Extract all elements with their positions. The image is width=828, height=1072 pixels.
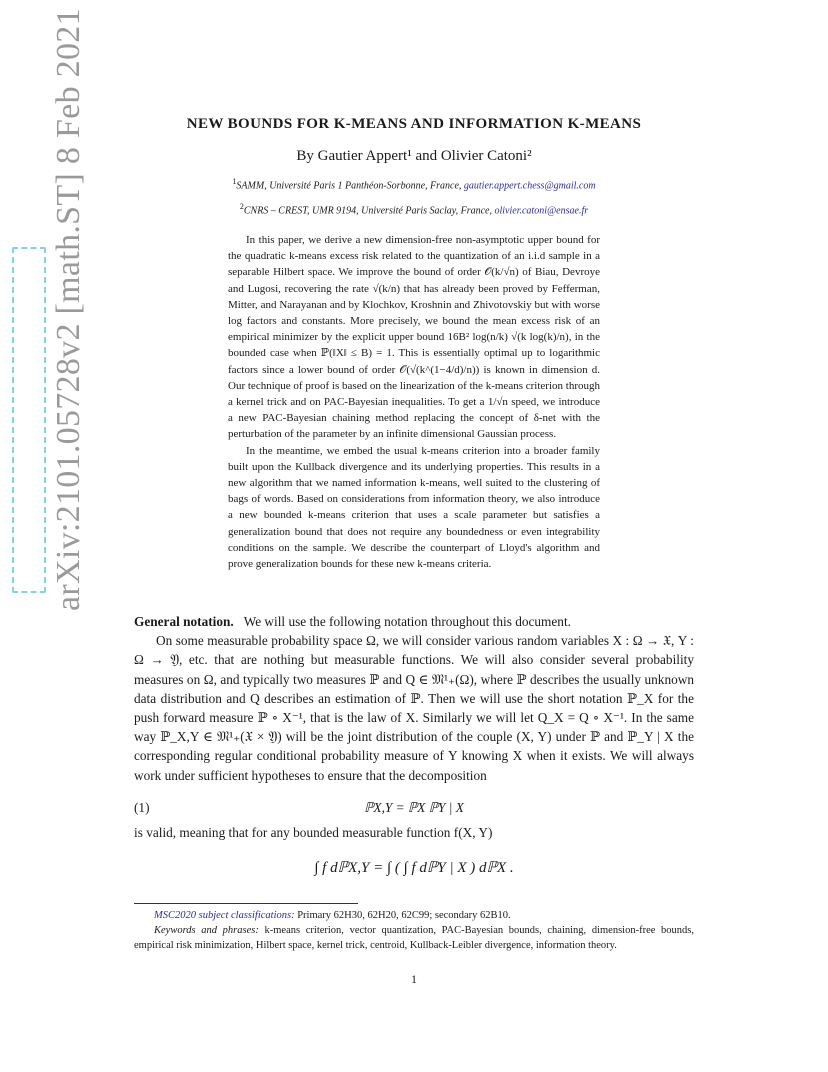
section-intro: We will use the following notation throughout this document. bbox=[243, 614, 571, 629]
equation-2: ∫ f dℙX,Y = ∫ ( ∫ f dℙY | X ) dℙX . bbox=[314, 860, 514, 876]
msc-label[interactable]: MSC2020 subject classifications: bbox=[154, 910, 295, 921]
notation-block bbox=[134, 612, 694, 785]
paper-title: NEW BOUNDS FOR K-MEANS AND INFORMATION K-MEANS bbox=[186, 116, 642, 132]
msc-text: Primary 62H30, 62H20, 62C99; secondary 62B10. bbox=[297, 910, 511, 921]
email-link[interactable]: gautier.appert.chess@gmail.com bbox=[463, 180, 596, 192]
arxiv-id: arXiv:2101.05728v2 [math.ST] 8 Feb 2021 bbox=[50, 8, 87, 611]
affiliation-2 bbox=[100, 202, 728, 216]
abstract-paragraph: In this paper, we derive a new dimension-free non-asymptotic upper bound for the quadratic k-means excess risk related to the quantization of an i.i.d sample in a separable Hilbert space. We improve the bound of order 𝒪(k/√n) of Biau, Devroye and Lugosi, recovering the rate √(k/n) that has already been proved by Fefferman, Mitter, and Narayanan and by Klochkov, Kroshnin and Zhivotovskiy but with worse log factors and constants. More precisely, we bound the mean excess risk of an empirical minimizer by the explicit upper bound 16B² log(n/k) √(k log(k)/n), in the bounded case when ℙ(‖X‖ ≤ B) = 1. This is essentially optimal up to logarithmic factors since a lower bound of order 𝒪(√(k^(1−4/d)/n)) is known in dimension d. Our technique of proof is based on the linearization of the k-means criterion through a kernel trick and on PAC-Bayesian inequalities. To get a 1/√n speed, we introduce a new PAC-Bayesian chaining method replacing the concept of δ-net with the perturbation of the parameter by an infinite dimensional Gaussian process. bbox=[228, 234, 600, 441]
paper-authors: By Gautier Appert¹ and Olivier Catoni² bbox=[296, 148, 532, 164]
equation-number: (1) bbox=[134, 800, 150, 815]
equation-1: ℙX,Y = ℙX ℙY | X bbox=[364, 800, 464, 815]
body-paragraph: On some measurable probability space Ω, we will consider various random variables X : Ω → 𝔛, Y : Ω → 𝔜, etc. that are nothing but measurable functions. We will also consider several probability measures on Ω, and typically two measures ℙ and Q ∈ 𝔐¹₊(Ω), where ℙ describes the usually unknown data distribution and Q describes an estimation of ℙ. Then we will use the short notation ℙ_X for the push forward measure ℙ ∘ X⁻¹, that is the law of X. Similarly we will let Q_X = Q ∘ X⁻¹. In the same way ℙ_X,Y ∈ 𝔐¹₊(𝔛 × 𝔜) will be the joint distribution of the couple (X, Y) under ℙ and ℙ_Y | X the corresponding regular conditional probability measure of Y knowing X when it exists. We will always work under sufficient hypotheses to ensure that the decomposition bbox=[134, 633, 694, 783]
abstract bbox=[228, 232, 600, 572]
affiliation-text: CNRS – CREST, UMR 9194, Université Paris Saclay, France, bbox=[243, 205, 492, 217]
body-text bbox=[134, 823, 694, 842]
after-equation-text: is valid, meaning that for any bounded measurable function f(X, Y) bbox=[134, 825, 493, 840]
keywords-label: Keywords and phrases: bbox=[154, 925, 259, 936]
affiliation-1 bbox=[100, 177, 728, 191]
affiliation-mark: 1 bbox=[232, 177, 237, 186]
footnotes bbox=[134, 908, 694, 953]
affiliation-mark: 2 bbox=[239, 202, 244, 211]
footnote-rule bbox=[134, 903, 358, 904]
abstract-paragraph: In the meantime, we embed the usual k-means criterion into a broader family built upon the Kullback divergence and its underlying properties. This results in a new algorithm that we named information k-means, well suited to the clustering of bags of words. Based on considerations from information theory, we also introduce a new bounded k-means criterion that uses a scale parameter but satisfies a generalization bound that does not require any boundedness or even integrability conditions on the sample. We describe the counterpart of Lloyd's algorithm and prove generalization bounds for these new k-means criteria. bbox=[228, 444, 600, 571]
email-link[interactable]: olivier.catoni@ensae.fr bbox=[494, 205, 589, 217]
page-number: 1 bbox=[411, 972, 417, 986]
arxiv-stamp-frame bbox=[12, 247, 46, 593]
affiliation-text: SAMM, Université Paris 1 Panthéon-Sorbonne, France, bbox=[236, 180, 462, 192]
section-heading: General notation. bbox=[134, 614, 234, 629]
keywords-text: k-means criterion, vector quantization, PAC-Bayesian bounds, chaining, dimension-free bounds, empirical risk minimization, Hilbert space, kernel trick, centroid, Kullback-Leibler divergence, information theory. bbox=[134, 925, 695, 951]
